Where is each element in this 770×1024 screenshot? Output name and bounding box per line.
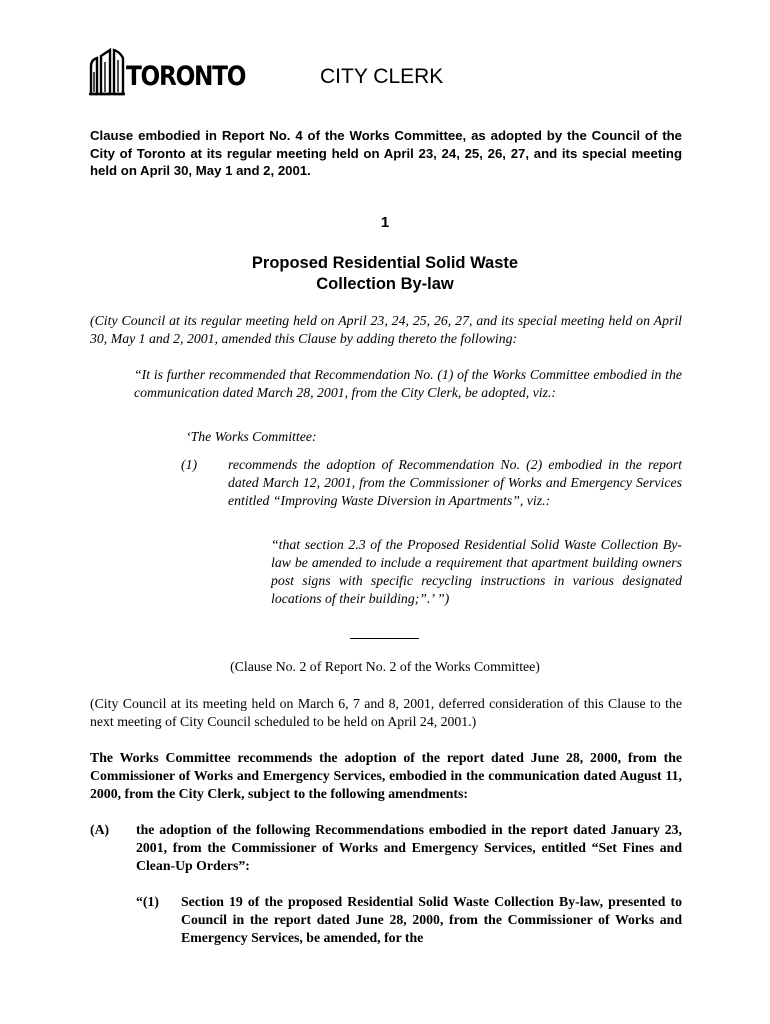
clause-title-line2: Collection By-law	[316, 275, 454, 293]
deferred-note: (City Council at its meeting held on March 6, 7 and 8, 2001, deferred consideration of this Clause to the next meeting of City Council scheduled to be held on April 24, 2001.)	[90, 696, 682, 729]
works-committee-label: ‘The Works Committee:	[186, 429, 317, 444]
amendment-a-label: (A)	[90, 822, 110, 837]
department-heading: CITY CLERK	[320, 65, 444, 88]
further-recommended-quote: “It is further recommended that Recommendation No. (1) of the Works Committee embodied in the communication dated March 28, 2001, from the City Clerk, be adopted, viz.:	[134, 367, 682, 400]
inner-quote: “that section 2.3 of the Proposed Residential Solid Waste Collection By-law be amended to include a requirement that apartment building owners post signs with specific recycling instructions in various designated locations of their building;”.’ ”)	[271, 537, 682, 606]
recommendation-text: recommends the adoption of Recommendation No. (2) embodied in the report dated March 12, 2001, from the Commissioner of Works and Emergency Services entitled “Improving Waste Diversion in Apartments”, viz.:	[228, 457, 682, 508]
clause-number: 1	[380, 214, 390, 231]
amendment-a-item1-label: “(1)	[136, 894, 159, 909]
clause-reference: (Clause No. 2 of Report No. 2 of the Works Committee)	[230, 659, 540, 674]
amendment-intro: (City Council at its regular meeting held on April 23, 24, 25, 26, 27, and its special meeting held on April 30, May 1 and 2, 2001, amended this Clause by adding thereto the following:	[90, 313, 682, 346]
amendment-a-item1-text: Section 19 of the proposed Residential Solid Waste Collection By-law, presented to Council in the report dated June 28, 2000, from the Commissioner of Works and Emergency Services, be amended, for the	[181, 894, 682, 945]
divider-rule	[350, 638, 419, 639]
amendment-a-text: the adoption of the following Recommendations embodied in the report dated January 23, 2001, from the Commissioner of Works and Emergency Services, entitled “Set Fines and Clean-Up Orders”:	[136, 822, 682, 873]
intro-paragraph: Clause embodied in Report No. 4 of the Works Committee, as adopted by the Council of the City of Toronto at its regular meeting held on April 23, 24, 25, 26, 27, and its special meeting held on April 30, May 1 and 2, 2001.	[90, 128, 682, 178]
clause-title	[0, 253, 770, 295]
recommendation-number: (1)	[181, 457, 198, 472]
logo-wordmark: TORONTO	[126, 61, 246, 92]
city-hall-icon	[88, 46, 126, 96]
toronto-logo	[88, 46, 248, 96]
committee-recommends: The Works Committee recommends the adoption of the report dated June 28, 2000, from the Commissioner of Works and Emergency Services, embodied in the communication dated August 11, 2000, from the City Clerk, subject to the following amendments:	[90, 750, 682, 801]
clause-title-line1: Proposed Residential Solid Waste	[251, 254, 519, 272]
